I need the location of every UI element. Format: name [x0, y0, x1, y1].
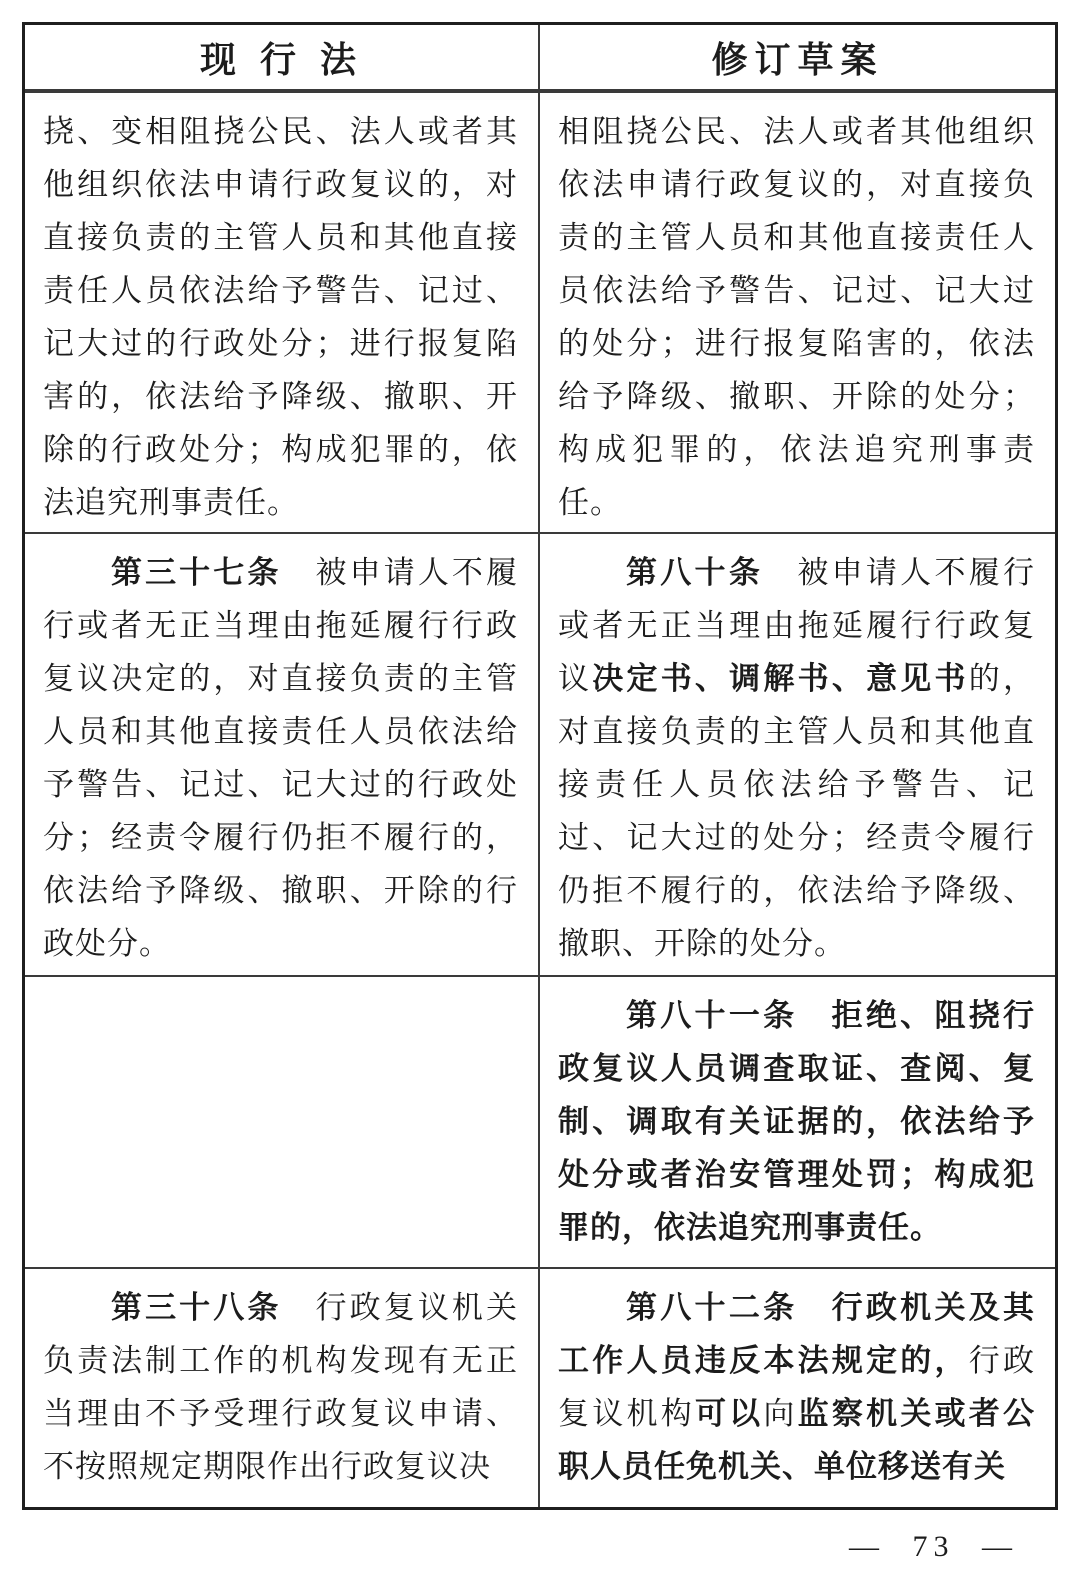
column-header-revision-draft: 修订草案: [711, 38, 884, 80]
emphasized-text: 第三十七条: [111, 555, 282, 590]
paragraph: [43, 1281, 518, 1493]
emphasized-text: 监察机关或者公职人员任免机关、单位移送有关: [558, 1396, 1036, 1484]
cell-current-law-empty: [25, 977, 540, 1267]
paragraph: [43, 546, 518, 970]
cell-revision-draft: [540, 1269, 1055, 1507]
cell-current-law: [25, 534, 540, 975]
column-header-current-law: 现 行 法: [25, 25, 540, 89]
body-text: 的，对直接负责的主管人员和其他直接责任人员依法给予警告、记过、记大过的处分；经责令履行仍拒不履行的，依法给予降级、撤职、开除的处分。: [558, 661, 1036, 961]
table-header-row: [25, 25, 1055, 91]
emphasized-text: 第八十二条 行政机关及其工作人员违反本法规定的，: [558, 1290, 1035, 1378]
cell-revision-draft: [540, 93, 1055, 532]
paragraph: [558, 989, 1035, 1254]
body-text: 向: [763, 1396, 798, 1431]
paragraph: [558, 105, 1035, 529]
cell-current-law: [25, 93, 540, 532]
body-text: 相阻挠公民、法人或者其他组织依法申请行政复议的，对直接负责的主管人员和其他直接责任人员依法给予警告、记过、记大过的处分；进行报复陷害的，依法给予降级、撤职、开除的处分；构成犯罪的，依法追究刑事责任。: [558, 114, 1035, 520]
paragraph: [558, 1281, 1035, 1493]
cell-revision-draft: [540, 977, 1055, 1267]
table-row: [25, 532, 1055, 975]
emphasized-text: 可以: [694, 1396, 764, 1431]
table-row: [25, 1267, 1055, 1507]
emphasized-text: 第八十条: [626, 555, 764, 590]
paragraph: [558, 546, 1035, 970]
cell-current-law: [25, 1269, 540, 1507]
page-number: — 73 —: [849, 1530, 1018, 1563]
body-text: 行政复议机构: [558, 1343, 1036, 1431]
table-row: [25, 975, 1055, 1267]
body-text: 挠、变相阻挠公民、法人或者其他组织依法申请行政复议的，对直接负责的主管人员和其他直接责任人员依法给予警告、记过、记大过的行政处分；进行报复陷害的，依法给予降级、撤职、开除的行政处分；构成犯罪的，依法追究刑事责任。: [43, 114, 518, 520]
emphasized-text: 第八十一条 拒绝、阻挠行政复议人员调查取证、查阅、复制、调取有关证据的，依法给予处分或者治安管理处罚；构成犯罪的，依法追究刑事责任。: [558, 998, 1035, 1245]
law-comparison-table: [22, 22, 1058, 1510]
emphasized-text: 第三十八条: [111, 1290, 282, 1325]
body-text: 被申请人不履行或者无正当理由拖延履行行政复议决定的，对直接负责的主管人员和其他直接责任人员依法给予警告、记过、记大过的行政处分；经责令履行仍拒不履行的，依法给予降级、撤职、开除的行政处分。: [43, 555, 519, 961]
body-text: 行政复议机关负责法制工作的机构发现有无正当理由不予受理行政复议申请、不按照规定期限作出行政复议决: [43, 1290, 519, 1484]
paragraph: [43, 105, 518, 529]
cell-revision-draft: [540, 534, 1055, 975]
body-text: 被申请人不履行或者无正当理由拖延履行行政复议: [558, 555, 1036, 696]
table-row: [25, 91, 1055, 532]
emphasized-text: 决定书、调解书、意见书: [592, 661, 969, 696]
